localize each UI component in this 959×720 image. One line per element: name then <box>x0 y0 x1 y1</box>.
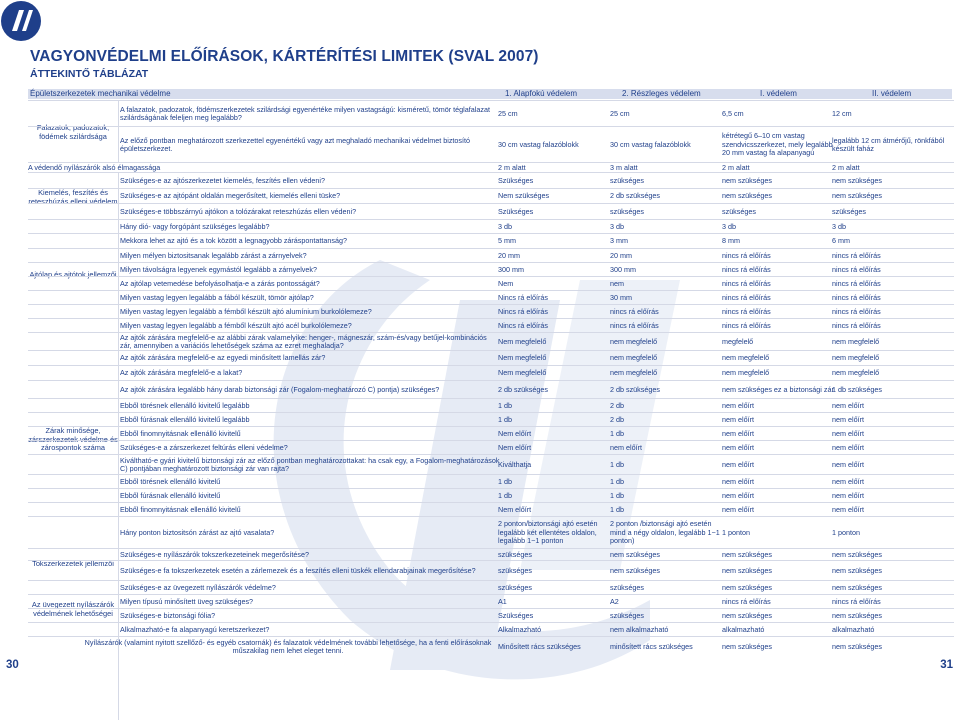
basic-value: Alkalmazható <box>498 624 542 634</box>
level-1-value: nem előírt <box>722 442 754 452</box>
basic-value: Szükséges <box>498 175 534 185</box>
table-row <box>28 248 954 263</box>
level-2-value: nincs rá előírás <box>832 320 881 330</box>
level-1-value: nem szükséges ez a biztonsági zár <box>722 384 834 394</box>
question-cell: Hány dió- vagy forgópánt szükséges legalább? <box>120 221 270 231</box>
table-row <box>28 219 954 234</box>
level-2-value: nem előírt <box>832 428 864 438</box>
table-row <box>28 412 954 427</box>
level-1-value: nem megfelelő <box>722 353 770 363</box>
question-cell: Milyen vastag legyen legalább a fémből készült ajtó alumínium burkolólemeze? <box>120 306 372 316</box>
partial-value: 30 mm <box>610 292 632 302</box>
partial-value: minősített rács szükséges <box>610 641 693 651</box>
level-1-value: 8 mm <box>722 236 740 246</box>
question-cell: Ebből finomnyitásnak ellenálló kivitelű <box>120 428 241 438</box>
question-cell: Kiváltható-e gyári kivitelű biztonsági zár az előző pontban meghatározottakat: ha csak egy, a Fogalom-meghatározások C) pontjában meghatározott biztonsági zár van rajta? <box>120 455 500 473</box>
group-label: Ajtólap és ajtótok jellemzői <box>29 269 117 279</box>
table-row <box>28 276 954 291</box>
level-2-value: nem szükséges <box>832 549 882 559</box>
level-2-value: nem szükséges <box>832 191 882 201</box>
table-row <box>28 502 954 517</box>
level-2-value: 3 db <box>832 221 846 231</box>
level-2-value: nincs rá előírás <box>832 250 881 260</box>
partial-value: szükséges <box>610 582 644 592</box>
question-cell: Az ajtók zárására megfelelő-e az alábbi zárak valamelyike: henger-, mágneszár, szám-és/vagy betűjel-kombinációs zár, amennyiben a variációs lehetőségek száma az ezret meghaladja? <box>120 332 487 350</box>
level-2-value: nem előírt <box>832 414 864 424</box>
level-1-value: 6,5 cm <box>722 108 744 118</box>
question-cell: Ebből fúrásnak ellenálló kivitelű legalább <box>120 414 250 424</box>
level-1-value: kétrétegű 6–10 cm vastag szendvicsszerkezet, mely legalább 20 mm vastag fa alapanyagú <box>722 131 833 158</box>
table-row <box>28 636 954 657</box>
question-cell: Szükséges-e többszárnyú ajtókon a tolózárakat reteszhúzás ellen védeni? <box>120 206 357 216</box>
level-1-value: nem szükséges <box>722 610 772 620</box>
page-number-left: 30 <box>6 659 19 671</box>
question-cell: Szükséges-e nyílászárók tokszerkezeteinek megerősítése? <box>120 549 309 559</box>
partial-value: nem előírt <box>610 442 642 452</box>
page-subtitle: ÁTTEKINTŐ TÁBLÁZAT <box>30 68 149 80</box>
question-cell: Ebből törésnek ellenálló kivitelű <box>120 476 221 486</box>
partial-value: 2 db szükséges <box>610 191 660 201</box>
level-2-value: szükséges <box>832 206 866 216</box>
basic-value: Szükséges <box>498 206 534 216</box>
page-title: VAGYONVÉDELMI ELŐÍRÁSOK, KÁRTÉRÍTÉSI LIMITEK (SVAL 2007) <box>30 48 539 65</box>
basic-value: Nem megfelelő <box>498 336 547 346</box>
partial-value: nem megfelelő <box>610 368 658 378</box>
level-2-value: 1 db szükséges <box>832 384 882 394</box>
level-1-value: nem előírt <box>722 400 754 410</box>
level-2-value: nincs rá előírás <box>832 596 881 606</box>
question-cell: Az ajtók zárására megfelelő-e a lakat? <box>120 368 243 378</box>
partial-value: 300 mm <box>610 264 636 274</box>
question-cell: A védendő nyílászárók alsó élmagassága <box>28 162 161 172</box>
level-2-value: nem előírt <box>832 442 864 452</box>
table-row <box>28 474 954 489</box>
level-2-value: legalább 12 cm átmérőjű, rönkfából készült faház <box>832 135 945 153</box>
question-cell: Szükséges-e biztonsági fólia? <box>120 610 216 620</box>
partial-value: nem szükséges <box>610 565 660 575</box>
group-label: Az üvegezett nyílászárók védelmének lehetőségei <box>31 600 115 618</box>
question-cell: Mekkora lehet az ajtó és a tok között a legnagyobb záráspontattanság? <box>120 236 347 246</box>
question-cell: Milyen típusú minősített üveg szükséges? <box>120 596 254 606</box>
partial-value: 2 db <box>610 400 624 410</box>
question-cell: Az előző pontban meghatározott szerkezettel egyenértékű vagy azt meghaladó mechanikai védelmet biztosító épületszerkezet. <box>120 135 470 153</box>
partial-value: szükséges <box>610 175 644 185</box>
level-1-value: nincs rá előírás <box>722 264 771 274</box>
basic-value: 2 db szükséges <box>498 384 548 394</box>
basic-value: Nincs rá előírás <box>498 292 548 302</box>
partial-value: 3 mm <box>610 236 628 246</box>
table-row <box>28 304 954 319</box>
question-cell: Alkalmazható-e fa alapanyagú keretszerkezet? <box>120 624 270 634</box>
question-cell: Ebből fúrásnak ellenálló kivitelű <box>120 490 221 500</box>
table-row <box>28 126 954 163</box>
level-2-value: nem megfelelő <box>832 368 880 378</box>
level-2-value: nem szükséges <box>832 175 882 185</box>
level-2-value: nem szükséges <box>832 565 882 575</box>
basic-value: Szükséges <box>498 610 534 620</box>
table-row <box>28 203 954 220</box>
level-2-value: nincs rá előírás <box>832 292 881 302</box>
partial-value: nem megfelelő <box>610 353 658 363</box>
basic-value: Kiválthatja <box>498 459 532 469</box>
question-cell: Szükséges-e az ajtószerkezetet kiemelés, feszítés ellen védeni? <box>120 175 325 185</box>
level-1-value: nincs rá előírás <box>722 278 771 288</box>
group-label: Tokszerkezetek jellemzői <box>32 558 114 568</box>
level-2-value: nem megfelelő <box>832 353 880 363</box>
partial-value: 1 db <box>610 476 624 486</box>
basic-value: Nem előírt <box>498 428 532 438</box>
group-label: Kiemelés, feszítés és reteszhúzás elleni védelem <box>28 188 118 206</box>
question-cell: Milyen vastag legyen legalább a fémből készült ajtó acél burkolólemeze? <box>120 320 352 330</box>
basic-value: 1 db <box>498 414 512 424</box>
level-1-value: nem szükséges <box>722 582 772 592</box>
basic-value: 5 mm <box>498 236 516 246</box>
level-2-value: nem szükséges <box>832 582 882 592</box>
level-1-value: nem előírt <box>722 476 754 486</box>
basic-value: 2 m alatt <box>498 162 526 172</box>
partial-value: 1 db <box>610 428 624 438</box>
question-cell: Ebből törésnek ellenálló kivitelű legalább <box>120 400 250 410</box>
partial-value: 3 m alatt <box>610 162 638 172</box>
basic-value: Nem megfelelő <box>498 353 547 363</box>
level-1-value: nem előírt <box>722 459 754 469</box>
level-1-value: alkalmazható <box>722 624 765 634</box>
basic-value: 1 db <box>498 490 512 500</box>
question-cell: Szükséges-e a zárszerkezet feltúrás elleni védelme? <box>120 442 288 452</box>
basic-value: 2 ponton/biztonsági ajtó esetén legalább két ellentétes oldalon, legalább 1−1 ponton <box>498 519 598 546</box>
level-1-value: 2 m alatt <box>722 162 750 172</box>
level-2-value: nem megfelelő <box>832 336 880 346</box>
basic-value: szükséges <box>498 565 532 575</box>
partial-value: 20 mm <box>610 250 632 260</box>
partial-value: 1 db <box>610 490 624 500</box>
level-1-value: nem szükséges <box>722 565 772 575</box>
basic-value: 25 cm <box>498 108 518 118</box>
basic-value: Nem előírt <box>498 504 532 514</box>
table-row <box>28 172 954 189</box>
question-cell: Ebből finomnyitásnak ellenálló kivitelű <box>120 504 241 514</box>
basic-value: 1 db <box>498 400 512 410</box>
table-first-header: Épületszerkezetek mechanikai védelme <box>30 89 171 98</box>
level-2-value: 12 cm <box>832 108 852 118</box>
level-1-value: nem szükséges <box>722 641 772 651</box>
partial-value: szükséges <box>610 610 644 620</box>
level-1-value: nem előírt <box>722 504 754 514</box>
partial-value: nem megfelelő <box>610 336 658 346</box>
level-2-value: nem szükséges <box>832 641 882 651</box>
table-row <box>28 516 954 549</box>
basic-value: 30 cm vastag falazóblokk <box>498 139 579 149</box>
basic-value: Minősített rács szükséges <box>498 641 581 651</box>
table-row <box>28 318 954 333</box>
basic-value: 3 db <box>498 221 512 231</box>
question-cell: Az ajtók zárására legalább hány darab biztonsági zár (Fogalom-meghatározó C) pontja) szükséges? <box>120 384 440 394</box>
table-row <box>28 365 954 381</box>
basic-value: Nem <box>498 278 514 288</box>
question-cell: Milyen vastag legyen legalább a fából készült, tömör ajtólap? <box>120 292 314 302</box>
basic-value: Nincs rá előírás <box>498 320 548 330</box>
table-row <box>28 594 954 609</box>
question-cell: Szükséges-e az ajtópánt oldalán megerősített, kiemelés elleni tüske? <box>120 191 341 201</box>
page-number-right: 31 <box>940 659 953 671</box>
level-2-value: nem előírt <box>832 400 864 410</box>
table-row <box>28 332 954 351</box>
table-row <box>28 454 954 475</box>
level-2-value: nem előírt <box>832 459 864 469</box>
table-row <box>28 262 954 277</box>
column-header-basic: 1. Alapfokú védelem <box>505 89 578 98</box>
level-2-value: nincs rá előírás <box>832 278 881 288</box>
table-row <box>28 580 954 595</box>
question-cell: Milyen mélyen biztositsanak legalább zárást a zárnyelvek? <box>120 250 307 260</box>
level-2-value: nem előírt <box>832 490 864 500</box>
column-header-level-1: I. védelem <box>760 89 797 98</box>
partial-value: 2 db szükséges <box>610 384 660 394</box>
partial-value: 25 cm <box>610 108 630 118</box>
table-row <box>28 100 954 127</box>
table-row <box>28 440 954 455</box>
level-1-value: nincs rá előírás <box>722 320 771 330</box>
level-1-value: nem előírt <box>722 490 754 500</box>
basic-value: 300 mm <box>498 264 524 274</box>
level-2-value: 1 ponton <box>832 527 860 537</box>
level-2-value: nincs rá előírás <box>832 306 881 316</box>
partial-value: nem alkalmazható <box>610 624 669 634</box>
table-row <box>28 380 954 399</box>
level-2-value: nincs rá előírás <box>832 264 881 274</box>
partial-value: nem szükséges <box>610 549 660 559</box>
level-1-value: nincs rá előírás <box>722 306 771 316</box>
question-cell: Az ajtólap vetemedése befolyásolhatja-e a zárás pontosságát? <box>120 278 320 288</box>
partial-value: nincs rá előírás <box>610 306 659 316</box>
partial-value: 2 db <box>610 414 624 424</box>
basic-value: szükséges <box>498 549 532 559</box>
table-row <box>28 350 954 366</box>
basic-value: 1 db <box>498 476 512 486</box>
question-cell: Az ajtók zárására megfelelő-e az egyedi minősített lamellás zár? <box>120 353 326 363</box>
partial-value: 30 cm vastag falazóblokk <box>610 139 691 149</box>
partial-value: nem <box>610 278 624 288</box>
level-1-value: 3 db <box>722 221 736 231</box>
level-1-value: nem előírt <box>722 428 754 438</box>
level-1-value: nem szükséges <box>722 191 772 201</box>
basic-value: szükséges <box>498 582 532 592</box>
level-1-value: nincs rá előírás <box>722 292 771 302</box>
company-logo-icon <box>0 0 42 42</box>
group-label: Falazatok, padozatok, födémek szilárdsága <box>36 123 110 141</box>
level-1-value: nincs rá előírás <box>722 250 771 260</box>
column-header-partial: 2. Részleges védelem <box>622 89 701 98</box>
table-row <box>28 488 954 503</box>
level-2-value: nem előírt <box>832 476 864 486</box>
level-1-value: nincs rá előírás <box>722 596 771 606</box>
partial-value: 3 db <box>610 221 624 231</box>
column-header-level-2: II. védelem <box>872 89 912 98</box>
basic-value: 20 mm <box>498 250 520 260</box>
table-row <box>28 290 954 305</box>
level-1-value: szükséges <box>722 206 756 216</box>
level-2-value: 6 mm <box>832 236 850 246</box>
question-cell: Hány ponton biztositsón zárást az ajtó vasalata? <box>120 527 275 537</box>
level-2-value: 2 m alatt <box>832 162 860 172</box>
partial-value: 1 db <box>610 459 624 469</box>
question-cell: Nyílászárók (valamint nyitott szellőző- és egyéb csatornák) és falazatok védelmének további lehetősége, ha a fenti előírásoknak műszakilag nem lehet eleget tenni. <box>84 637 492 655</box>
level-2-value: nem előírt <box>832 504 864 514</box>
level-2-value: nem szükséges <box>832 610 882 620</box>
level-2-value: alkalmazható <box>832 624 875 634</box>
table-row <box>28 608 954 623</box>
table-row <box>28 188 954 204</box>
basic-value: Nem szükséges <box>498 191 550 201</box>
table-row <box>28 398 954 413</box>
partial-value: 2 ponton /biztonsági ajtó esetén mind a négy oldalon, legalább 1−1 ponton) <box>610 519 720 546</box>
question-cell: Milyen távolságra legyenek egymástól legalább a zárnyelvek? <box>120 264 317 274</box>
table-row <box>28 622 954 637</box>
basic-value: Nem megfelelő <box>498 368 547 378</box>
level-1-value: nem szükséges <box>722 549 772 559</box>
question-cell: Szükséges-e az üvegezett nyílászárók védelme? <box>120 582 276 592</box>
question-cell: Szükséges-e fa tokszerkezetek esetén a zárlemezek és a feszítés elleni tüskék ellendarabjainak megerősítése? <box>120 565 476 575</box>
basic-value: A1 <box>498 596 507 606</box>
partial-value: szükséges <box>610 206 644 216</box>
table-row <box>28 426 954 441</box>
partial-value: nincs rá előírás <box>610 320 659 330</box>
partial-value: 1 db <box>610 504 624 514</box>
basic-value: Nem előírt <box>498 442 532 452</box>
table-row <box>28 233 954 249</box>
question-cell: A falazatok, padozatok, födémszerkezetek szilárdsági egyenértéke milyen vastagságú: kisméretű, tömör téglafalazat szilárdságának feleljen meg legalább? <box>120 104 490 122</box>
level-1-value: nem előírt <box>722 414 754 424</box>
partial-value: A2 <box>610 596 619 606</box>
group-label: Zárak minősége, zárszerkezetek védelme és zárospontok száma <box>28 426 118 453</box>
table-row <box>28 560 954 581</box>
level-1-value: megfelelő <box>722 336 754 346</box>
basic-value: Nincs rá előírás <box>498 306 548 316</box>
level-1-value: nem szükséges <box>722 175 772 185</box>
level-1-value: nem megfelelő <box>722 368 770 378</box>
level-1-value: 1 ponton <box>722 527 750 537</box>
